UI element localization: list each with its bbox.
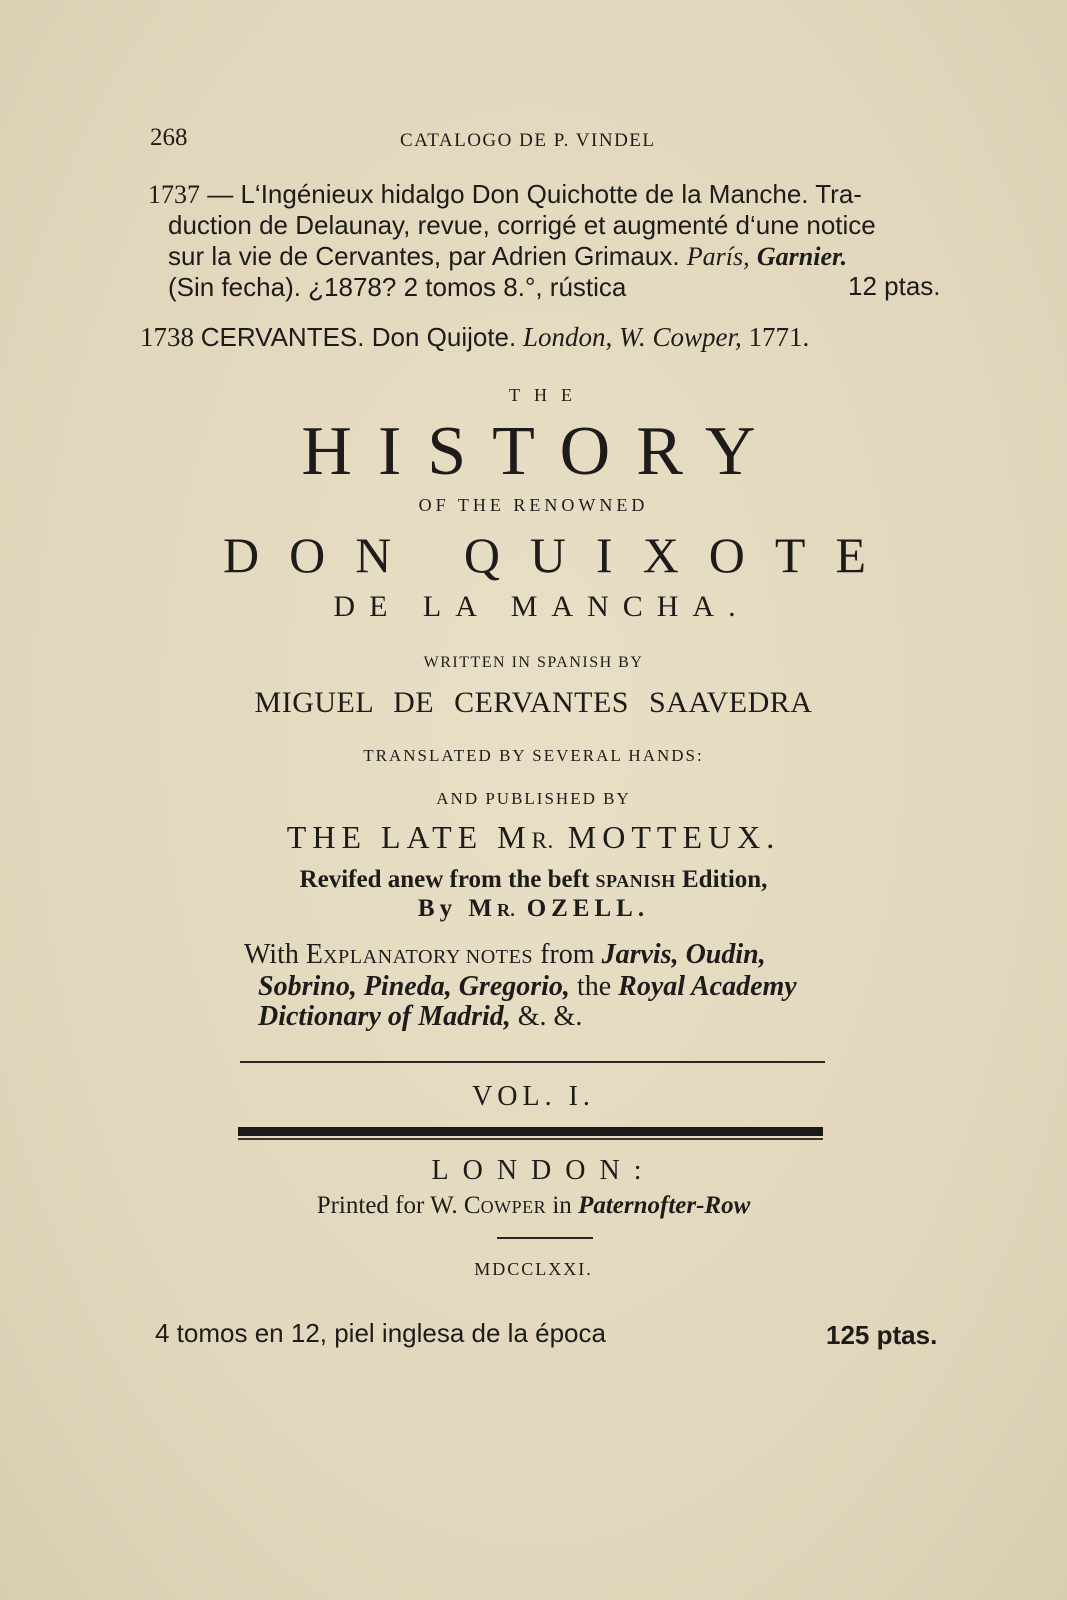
author-name: MIGUEL DE CERVANTES SAAVEDRA [254,686,813,719]
title-the: THE [509,385,586,405]
imprint-place: LONDON: [431,1155,656,1186]
reviser-ozell: By MR. OZELL. [417,895,650,922]
title-de-la-mancha: DE LA MANCHA. [333,590,750,623]
entry-1737-price: 12 ptas. [848,271,941,301]
divider-rule [240,1061,825,1063]
imprint-date: MDCCLXXI. [474,1259,593,1279]
translated-line: TRANSLATED BY SEVERAL HANDS: [363,746,704,765]
short-divider-rule [497,1237,593,1239]
entry-1738-description: 4 tomos en 12, piel inglesa de la época [155,1318,606,1348]
entry-number: 1737 [148,180,200,209]
entry-1737-line-3: sur la vie de Cervantes, par Adrien Grimaux. París, Garnier. [168,241,848,271]
notes-line-1: With EXPLANATORY NOTES from Jarvis, Oudin, [244,939,766,970]
running-head: CATALOGO DE P. VINDEL [400,130,656,151]
notes-line-2: Sobrino, Pineda, Gregorio, the Royal Academy [258,971,797,1002]
title-history: HISTORY [301,413,782,490]
volume-label: VOL. I. [472,1081,595,1112]
revised-edition-line: Revifed anew from the beft SPANISH Edition, [299,866,768,893]
translator-motteux: THE LATE MR. MOTTEUX. [286,819,781,855]
entry-1737-line-2: duction de Delaunay, revue, corrigé et augmenté d‘une notice [168,210,876,240]
entry-1738-price: 125 ptas. [826,1320,938,1350]
notes-line-3: Dictionary of Madrid, &. &. [258,1001,583,1032]
explanatory-notes [244,940,844,1032]
page-number: 268 [150,124,188,151]
entry-number: 1738 [140,322,194,352]
entry-1737-line-1: 1737 — L‘Ingénieux hidalgo Don Quichotte de la Manche. Tra- [148,179,862,209]
entry-1737-line-4: (Sin fecha). ¿1878? 2 tomos 8.°, rústica [168,272,627,302]
catalog-entry-1737 [148,179,948,303]
catalog-entry-1738: 1738 CERVANTES. Don Quijote. London, W. Cowper, 1771. [140,322,810,352]
imprint-printer: Printed for W. COWPER in Paternofter-Row [316,1192,751,1219]
title-of-the-renowned: OF THE RENOWNED [418,495,649,515]
thick-divider-rule [238,1127,823,1136]
written-by-line: WRITTEN IN SPANISH BY [423,654,644,671]
published-by-line: AND PUBLISHED BY [436,789,631,808]
title-don-quixote: DON QUIXOTE [223,527,896,583]
double-divider-rule [238,1138,823,1140]
